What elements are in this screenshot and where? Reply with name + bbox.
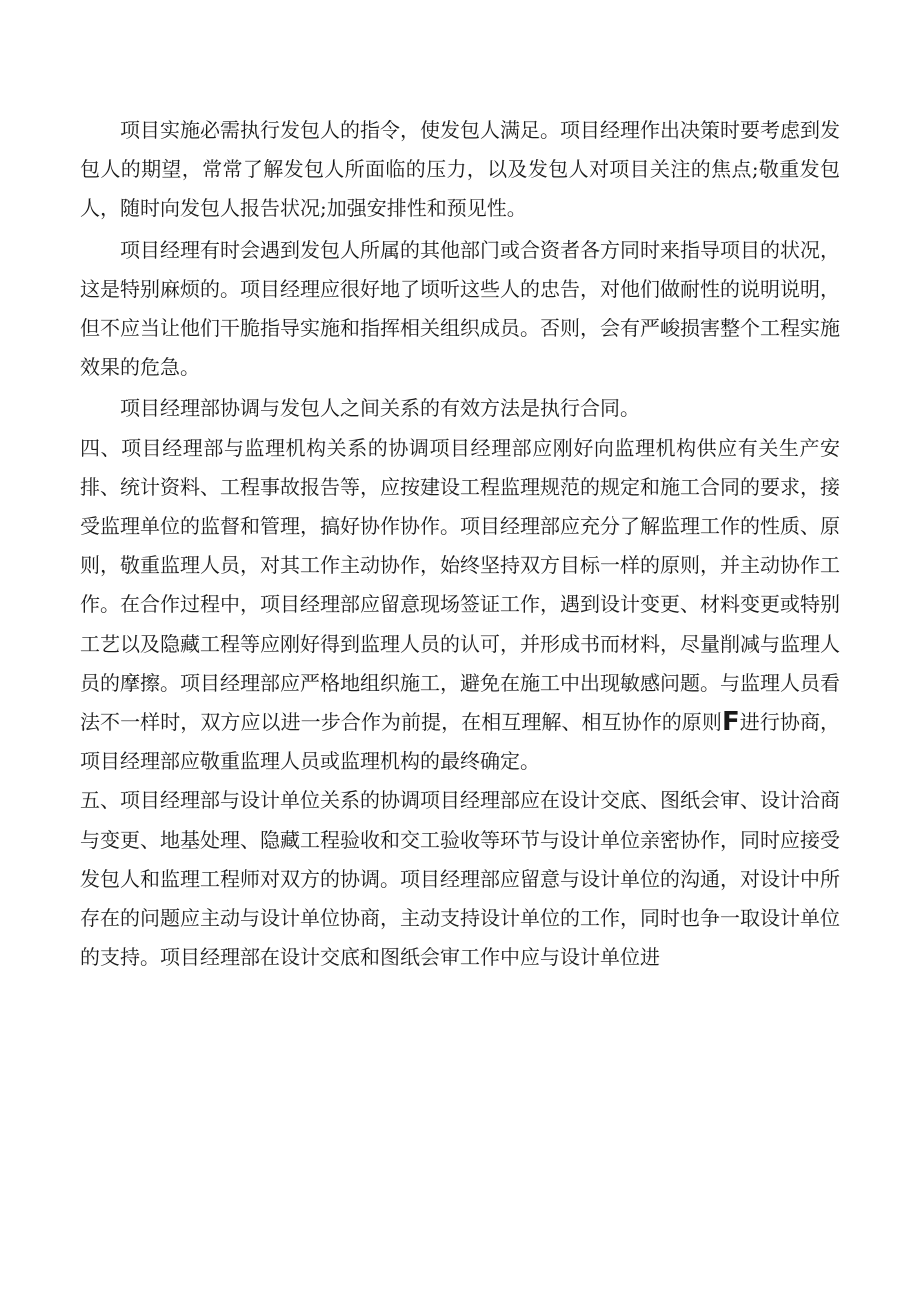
stray-glyph: F	[721, 707, 740, 738]
paragraph-4-supervision	[80, 429, 840, 782]
paragraph-4-text-after: 进行协商，项目经理部应敬重监理人员或监理机构的最终确定。	[80, 710, 841, 774]
paragraph-4-text: 四、项目经理部与监理机构关系的协调项目经理部应刚好向监理机构供应有关生产安排、统计资料、工程事故报告等，应按建设工程监理规范的规定和施工合同的要求，接受监理单位的监督和管理，搞好协作协作。项目经理部应充分了解监理工作的性质、原则，敬重监理人员，对其工作主动协作，始终坚持双方目标一样的原则，并主动协作工作。在合作过程中，项目经理部应留意现场签证工作，遇到设计变更、材料变更或特别工艺以及隐藏工程等应刚好得到监理人员的认可，并形成书而材料，尽量削减与监理人员的摩擦。项目经理部应严格地组织施工，避免在施工中出现敏感问题。与监理人员看法不一样时，双方应以进一步合作为前提，在相互理解、相互协作的原则	[80, 435, 840, 735]
paragraph-2: 项目经理有时会遇到发包人所属的其他部门或合资者各方同时来指导项目的状况，这是特别麻烦的。项目经理应很好地了顷听这些人的忠告，对他们做耐性的说明说明，但不应当让他们干脆指导实施和指挥相关组织成员。否则，会有严峻损害整个工程实施效果的危急。	[80, 237, 840, 380]
paragraph-1: 项目实施必需执行发包人的指令，使发包人满足。项目经理作出决策时要考虑到发包人的期望，常常了解发包人所面临的压力，以及发包人对项目关注的焦点;敬重发包人，随时向发包人报告状况;加强安排性和预见性。	[80, 118, 840, 221]
paragraph-5-design: 五、项目经理部与设计单位关系的协调项目经理部应在设计交底、图纸会审、设计洽商与变更、地基处理、隐藏工程验收和交工验收等环节与设计单位亲密协作，同时应接受发包人和监理工程师对双方的协调。项目经理部应留意与设计单位的沟通，对设计中所存在的问题应主动与设计单位协商，主动支持设计单位的工作，同时也争一取设计单位的支持。项目经理部在设计交底和图纸会审工作中应与设计单位进	[80, 788, 840, 970]
paragraph-3: 项目经理部协调与发包人之间关系的有效方法是执行合同。	[120, 396, 640, 421]
document-page	[80, 111, 840, 977]
